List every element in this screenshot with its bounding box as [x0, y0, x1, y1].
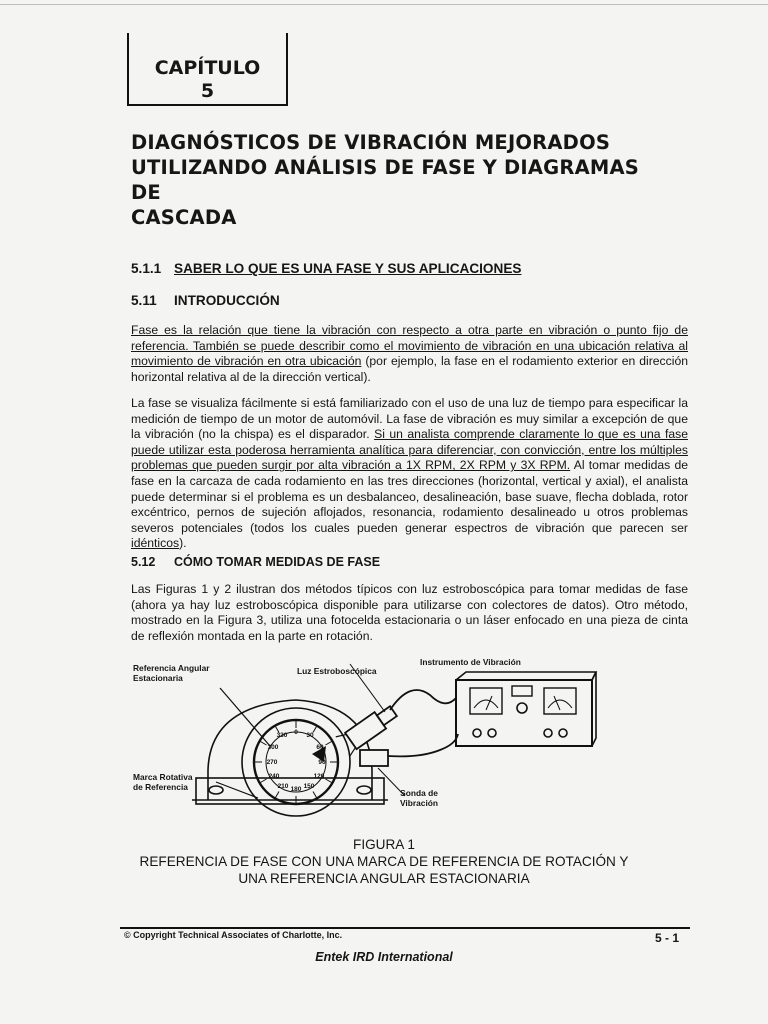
scan-edge-line	[0, 4, 768, 5]
label-stationary-reference: Referencia Angular Estacionaria	[133, 663, 210, 683]
figure-1-illustration	[120, 650, 600, 830]
bearing-housing	[208, 700, 372, 800]
title-line-3: CASCADA	[131, 206, 237, 229]
underlined-text: Si un analista comprende claramente lo que es una fase puede utilizar esta poderosa herramienta analítica para diferenciar, con convicción, entre los múltiples problemas que pueden surgir por alta vibración a 1X RPM, 2X RPM y 3X RPM.	[131, 427, 688, 473]
section-number: 5.12	[131, 555, 156, 569]
caption-line-1: REFERENCIA DE FASE CON UNA MARCA DE REFERENCIA DE ROTACIÓN Y	[139, 854, 629, 869]
underlined-text: idénticos	[131, 536, 180, 551]
page-title	[131, 130, 671, 230]
caption-line-2: UNA REFERENCIA ANGULAR ESTACIONARIA	[238, 871, 530, 886]
dial-number: 300	[267, 744, 279, 751]
dial-number: 120	[313, 773, 325, 780]
paragraph-definition	[131, 323, 688, 385]
strobe-cable	[390, 690, 456, 710]
chapter-box	[127, 33, 288, 106]
dial-number: 60	[316, 744, 324, 751]
dial-number: 30	[306, 732, 314, 739]
bolt-right	[357, 786, 371, 794]
figure-caption	[100, 836, 668, 887]
bolt-left	[209, 786, 223, 794]
dial-number: 0	[294, 729, 298, 736]
section-heading-511	[131, 260, 521, 277]
chapter-label: CAPÍTULO	[154, 57, 261, 79]
vibration-instrument	[456, 672, 596, 746]
publisher-brand: Entek IRD International	[315, 950, 453, 964]
label-vibration-probe: Sonda de Vibración	[400, 788, 439, 808]
reference-pointer-line	[220, 688, 270, 746]
figure-number: FIGURA 1	[353, 837, 415, 852]
vibration-probe	[360, 750, 388, 766]
section-number: 5.1.1	[131, 261, 162, 276]
probe-cable	[388, 734, 458, 756]
label-vibration-instrument: Instrumento de Vibración	[420, 657, 521, 667]
label-rotating-mark: Marca Rotativa de Referencia	[133, 772, 193, 792]
paragraph-phase-visualization	[131, 396, 688, 552]
section-title: SABER LO QUE ES UNA FASE Y SUS APLICACIONES	[174, 261, 522, 276]
section-number: 5.11	[131, 293, 157, 308]
chapter-number: 5	[200, 80, 215, 102]
paragraph-methods	[131, 582, 688, 644]
dial-number: 90	[318, 759, 326, 766]
body-text: Al tomar medidas de fase en la carcaza de cada rodamiento en las tres direcciones (horizontal, vertical y axial), el analista puede determinar si el problema es un desbalanceo, desalineación, base suave, flecha doblada, rotor excéntrico, pernos de sujeción aflojados, resonancia, rodamiento desalineado u otros problemas severos potenciales (todos los cuales pueden generar espectros de vibración que parecen ser	[131, 458, 689, 535]
dial-number: 270	[266, 759, 278, 766]
footer-rule	[120, 927, 690, 929]
copyright-notice: © Copyright Technical Associates of Charlotte, Inc.	[124, 930, 343, 940]
body-text: ).	[179, 536, 187, 551]
dial-number: 330	[276, 732, 288, 739]
section-title: INTRODUCCIÓN	[174, 293, 280, 308]
title-line-1: DIAGNÓSTICOS DE VIBRACIÓN MEJORADOS	[131, 131, 611, 154]
underlined-text: Fase es la relación que tiene la vibración con respecto a otra parte en vibración o punto fijo de referencia. También se puede describir como el movimiento de vibración en una ubicación relativa al movimiento de vibración en otra ubicación	[131, 323, 688, 369]
body-text: La fase se visualiza fácilmente si está familiarizado con el uso de una luz de tiempo para especificar la medición de tiempo de un motor de automóvil. La fase de vibración es muy similar a excepción de que la vibración (no la chispa) es el disparador.	[131, 396, 688, 442]
section-heading-512	[131, 554, 380, 571]
dial-number: 150	[303, 783, 315, 790]
body-text: Las Figuras 1 y 2 ilustran dos métodos típicos con luz estroboscópica para tomar medidas de fase (ahora ya hay luz estroboscópica disponible para utilizarse con colectores de datos). Otro método, mostrado en la Figura 3, utiliza una fotocelda estacionaria o un láser enfocado en una pieza de cinta de reflexión montada en la parte en rotación.	[131, 582, 688, 643]
dial-number: 210	[277, 783, 289, 790]
title-line-2: UTILIZANDO ANÁLISIS DE FASE Y DIAGRAMAS DE	[131, 156, 640, 204]
page-number: 5 - 1	[655, 931, 680, 945]
label-strobe-light: Luz Estroboscópica	[297, 666, 377, 676]
dial-number: 180	[290, 786, 302, 793]
section-heading-intro	[131, 292, 280, 309]
dial-number: 240	[268, 773, 280, 780]
section-title: CÓMO TOMAR MEDIDAS DE FASE	[174, 555, 381, 569]
body-text: (por ejemplo, la fase en el rodamiento exterior en dirección horizontal relativa al de la dirección vertical).	[131, 354, 689, 384]
